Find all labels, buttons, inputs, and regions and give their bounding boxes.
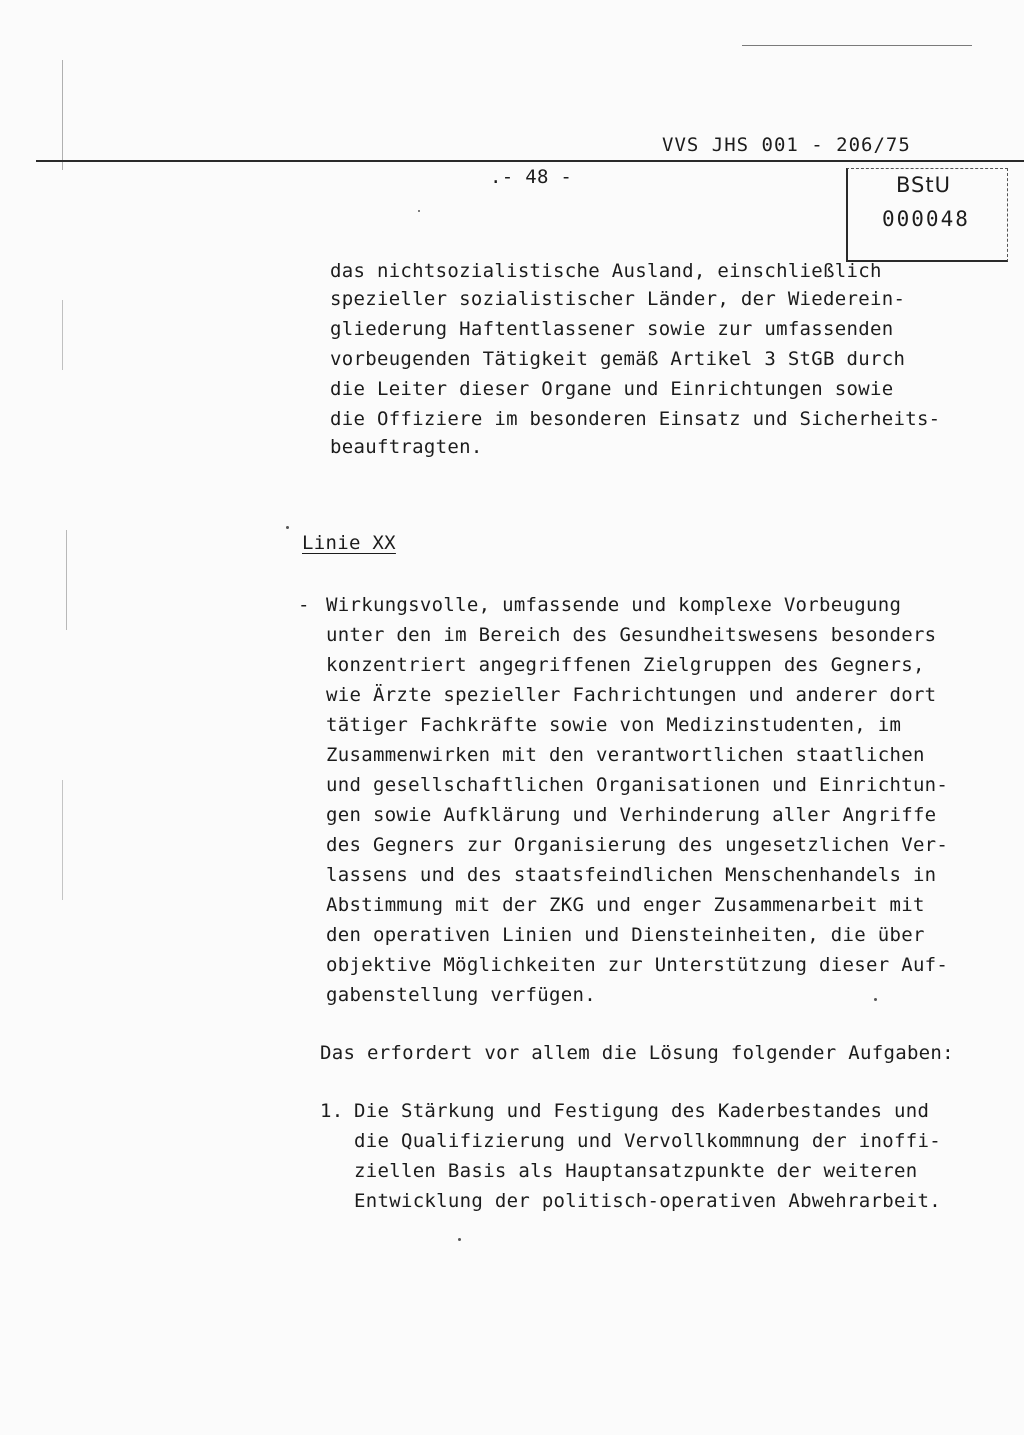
bullet-marker: - <box>298 594 310 616</box>
text-line: tätiger Fachkräfte sowie von Medizinstudenten, im <box>326 714 902 736</box>
scan-artifact-left <box>66 530 67 630</box>
text-line: die Qualifizierung und Vervollkommnung der inoffi- <box>354 1130 941 1152</box>
stamp-agency: BStU <box>896 173 951 197</box>
document-reference: VVS JHS 001 - 206/75 <box>662 134 911 156</box>
scan-speck <box>418 210 420 212</box>
text-line: das nichtsozialistische Ausland, einschließlich <box>330 260 882 282</box>
text-line: beauftragten. <box>330 436 483 458</box>
text-line: gen sowie Aufklärung und Verhinderung aller Angriffe <box>326 804 937 826</box>
stamp-page-id: 000048 <box>882 207 970 231</box>
text-line: die Leiter dieser Organe und Einrichtungen sowie <box>330 378 894 400</box>
text-line: Abstimmung mit der ZKG und enger Zusammenarbeit mit <box>326 894 925 916</box>
scan-artifact-left <box>62 60 63 170</box>
text-line: die Offiziere im besonderen Einsatz und Sicherheits- <box>330 408 941 430</box>
text-line: gliederung Haftentlassener sowie zur umfassenden <box>330 318 894 340</box>
text-line: gabenstellung verfügen. <box>326 984 596 1006</box>
text-line: lassens und des staatsfeindlichen Menschenhandels in <box>326 864 937 886</box>
text-line: Die Stärkung und Festigung des Kaderbestandes und <box>354 1100 930 1122</box>
text-line: Wirkungsvolle, umfassende und komplexe Vorbeugung <box>326 594 902 616</box>
text-line: spezieller sozialistischer Länder, der Wiederein- <box>330 288 906 310</box>
task-number: 1. <box>320 1100 344 1122</box>
requirement-sentence: Das erfordert vor allem die Lösung folgender Aufgaben: <box>320 1042 954 1064</box>
text-line: unter den im Bereich des Gesundheitswesens besonders <box>326 624 937 646</box>
page-number: .- 48 - <box>490 166 573 188</box>
text-line: konzentriert angegriffenen Zielgruppen des Gegners, <box>326 654 925 676</box>
scan-speck <box>286 526 289 529</box>
text-line: Zusammenwirken mit den verantwortlichen staatlichen <box>326 744 925 766</box>
section-heading: Linie XX <box>302 532 396 554</box>
text-line: vorbeugenden Tätigkeit gemäß Artikel 3 StGB durch <box>330 348 906 370</box>
text-line: objektive Möglichkeiten zur Unterstützung dieser Auf- <box>326 954 949 976</box>
scan-artifact-left <box>62 300 63 370</box>
scan-speck <box>874 998 877 1001</box>
scan-artifact-left <box>62 780 63 900</box>
archive-stamp <box>846 168 1008 262</box>
scan-artifact-top <box>742 45 972 46</box>
text-line: Entwicklung der politisch-operativen Abwehrarbeit. <box>354 1190 941 1212</box>
scan-speck <box>458 1238 461 1241</box>
text-line: und gesellschaftlichen Organisationen und Einrichtun- <box>326 774 949 796</box>
text-line: ziellen Basis als Hauptansatzpunkte der weiteren <box>354 1160 918 1182</box>
text-line: den operativen Linien und Diensteinheiten, die über <box>326 924 925 946</box>
header-rule <box>36 160 1024 162</box>
text-line: wie Ärzte spezieller Fachrichtungen und anderer dort <box>326 684 937 706</box>
text-line: des Gegners zur Organisierung des ungesetzlichen Ver- <box>326 834 949 856</box>
